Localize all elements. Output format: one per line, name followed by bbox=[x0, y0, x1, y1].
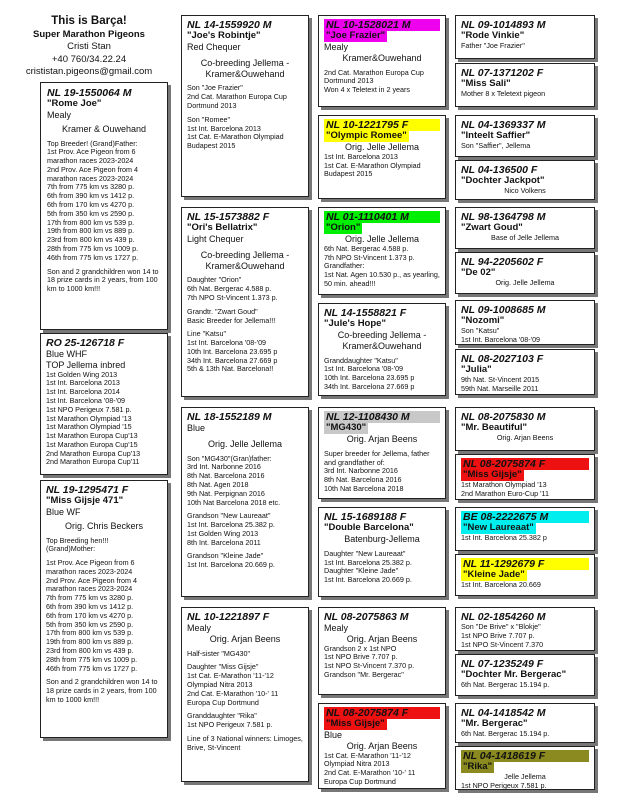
result-line: Daughter "Orion" bbox=[187, 275, 242, 285]
result-line: 1st NPO St-Vincent 7.370 p. bbox=[324, 661, 415, 671]
pigeon-name: "Miss Gijsje 471" bbox=[46, 495, 124, 507]
pigeon-color: Mealy bbox=[187, 623, 212, 634]
result-line: 5th & 13th Nat. Barcelona!! bbox=[187, 364, 274, 374]
result-line: Basic Breeder for Jellema!!! bbox=[187, 315, 276, 325]
result-line: 34th Int. Barcelona 27.669 p bbox=[324, 381, 415, 391]
result-line: 1st Int. Barcelona 2014 bbox=[46, 387, 120, 397]
result-line: Super breeder for Jellema, father and grandfather of: bbox=[324, 448, 430, 467]
pigeon-color: Blue bbox=[324, 729, 343, 740]
ring-number: NL 04-1369337 M bbox=[461, 119, 546, 131]
ring-number: NL 08-2075830 M bbox=[461, 411, 546, 423]
result-line: 7th from 775 km vs 3280 p. bbox=[46, 593, 134, 603]
result-line: 9th Nat. St-Vincent 2015 bbox=[461, 374, 540, 384]
result-line: 1st Marathon Olympiad '13 bbox=[461, 479, 547, 489]
pigeon-breeder: Orig. Jelle Jellema bbox=[344, 233, 420, 244]
result-line: 1st NPO Brive 7.707 p. bbox=[461, 630, 535, 640]
result-line: Grandson "Kleine Jade" bbox=[187, 551, 264, 561]
result-line: 17th from 800 km vs 539 p. bbox=[46, 628, 134, 638]
pigeon-card-d7 bbox=[318, 607, 446, 695]
pigeon-color: Blue bbox=[187, 423, 206, 434]
pigeon-breeder: Kramer&Ouwehand bbox=[342, 52, 422, 63]
result-line: 1st Int. Barcelona '08-'09 bbox=[46, 396, 126, 405]
pigeon-breeder: Orig. Jelle Jellema bbox=[207, 438, 283, 449]
ring-number: NL 04-136500 F bbox=[461, 164, 538, 176]
result-line: 46th from 775 km vs 1727 p. bbox=[47, 252, 139, 262]
ring-number: NL 09-1008685 M bbox=[461, 304, 546, 316]
pigeon-color: Mealy bbox=[324, 41, 349, 52]
pigeon-breeder: Co-breeding Jellema - Kramer&Ouwehand bbox=[200, 57, 290, 79]
pigeon-card-main-mother bbox=[40, 480, 168, 738]
result-line: 1st Cat. E-Marathon Olympiad Budapest 2015 bbox=[187, 132, 284, 151]
result-line: 5th from 350 km vs 2590 p. bbox=[47, 208, 135, 218]
result-line: 1st NPO St-Vincent 7.370 bbox=[461, 639, 544, 649]
result-line: 1st Int. Barcelona 20.669 p. bbox=[324, 575, 412, 585]
result-line: Son and 2 grandchildren won 14 to 18 prize cards in 2 years, from 100 km to 1000 km!!! bbox=[46, 677, 158, 704]
result-line: 1st Prov. Ace Pigeon from 6 marathon races 2023-2024 bbox=[47, 147, 136, 166]
result-line: Won 4 x Teletext in 2 years bbox=[324, 85, 411, 95]
pigeon-breeder: Batenburg-Jellema bbox=[344, 533, 420, 544]
ring-number: NL 18-1552189 M bbox=[187, 411, 272, 423]
result-line: Mother 8 x Teletext pigeon bbox=[461, 88, 546, 98]
result-line: Jelle Jellema bbox=[504, 771, 546, 781]
result-line: 1st Int. Barcelona 2013 bbox=[46, 378, 120, 388]
ring-number: NL 12-1108430 M bbox=[324, 411, 440, 423]
ring-number: NL 07-1235249 F bbox=[461, 658, 544, 670]
ring-number: NL 19-1550064 M bbox=[47, 87, 132, 99]
owner-email[interactable]: crististan.pigeons@gmail.com bbox=[25, 65, 153, 77]
result-line: 23rd from 800 km vs 439 p. bbox=[46, 645, 134, 655]
pigeon-card-e8 bbox=[455, 349, 595, 395]
result-line: 1st Int. Barcelona '08-'09 bbox=[324, 364, 404, 374]
pigeon-card-main-dam bbox=[40, 333, 168, 475]
ring-number: NL 10-1221897 F bbox=[187, 611, 270, 623]
result-line: (Grand)Mother: bbox=[46, 544, 96, 554]
result-line: Son and 2 grandchildren won 14 to 18 prize cards in 2 years, from 100 km to 1000 km!!! bbox=[47, 266, 159, 294]
ring-number: NL 15-1689188 F bbox=[324, 511, 407, 523]
pigeon-name: "Double Barcelona" bbox=[324, 522, 414, 534]
result-line: 8th Nat. Barcelona 2016 bbox=[187, 471, 265, 481]
ring-number: NL 08-2075874 F bbox=[461, 458, 589, 470]
result-line: 6th Nat. Bergerac 15.194 p. bbox=[461, 679, 550, 689]
result-line: 17th from 800 km vs 539 p. bbox=[47, 217, 135, 227]
result-line: 2nd Cat. Marathon Europa Cup Dortmund 2013 bbox=[324, 67, 424, 86]
result-line: 3rd Int. Narbonne 2016 bbox=[187, 462, 261, 472]
pigeon-name: "Ori's Bellatrix" bbox=[187, 222, 258, 234]
pigeon-name: "Dochter Jackpot" bbox=[461, 175, 545, 187]
result-line: Orig. Arjan Beens bbox=[496, 432, 554, 442]
result-line: 2nd Cat. E-Marathon '10-' 11 Europa Cup Dortmund bbox=[187, 688, 279, 707]
ring-number: BE 08-2222675 M bbox=[461, 511, 589, 523]
result-line: 6th from 170 km vs 4270 p. bbox=[47, 200, 135, 210]
result-line: 1st Int. Barcelona '08-'09 bbox=[187, 338, 267, 348]
result-line: 2nd Cat. E-Marathon '10-' 11 Europa Cup Dortmund bbox=[324, 768, 416, 786]
pigeon-card-e2 bbox=[455, 63, 595, 107]
result-line: 6th from 390 km vs 1412 p. bbox=[46, 602, 134, 612]
result-line: 1st Cat. E-Marathon '11-'12 Olympiad Nitra 2013 bbox=[324, 750, 411, 769]
pigeon-name: "Kleine Jade" bbox=[463, 569, 525, 581]
ring-number: NL 07-1371202 F bbox=[461, 67, 544, 79]
result-line: 8th Int. Barcelona 2011 bbox=[187, 537, 261, 547]
result-line: Daughter "New Laureaat" bbox=[324, 548, 406, 558]
result-line: 1st Int. Barcelona 2013 bbox=[187, 123, 261, 133]
pigeon-name: "Miss Sali" bbox=[461, 78, 511, 90]
result-line: 59th Nat. Marseille 2011 bbox=[461, 383, 539, 393]
result-line: 2nd Cat. Marathon Europa Cup Dortmund 2013 bbox=[187, 92, 287, 110]
result-line: 1st Prov. Ace Pigeon from 6 marathon races 2023-2024 bbox=[46, 558, 135, 576]
result-line: 1st Golden Wing 2013 bbox=[187, 528, 259, 538]
ring-number: NL 02-1854260 M bbox=[461, 611, 546, 623]
result-line: Son "De Brive" x "Blokje" bbox=[461, 622, 541, 632]
ring-number: NL 09-1014893 M bbox=[461, 19, 546, 31]
result-line: 1st Int. Barcelona '08-'09 bbox=[461, 334, 541, 344]
result-line: 19th from 800 km vs 889 p. bbox=[46, 637, 134, 647]
pigeon-card-e3 bbox=[455, 115, 595, 157]
page-title: This is Barça! bbox=[51, 15, 127, 27]
result-line: Top Breeder! (Grand)Father: bbox=[47, 138, 138, 148]
ring-number: NL 04-1418542 M bbox=[461, 707, 546, 719]
pigeon-name: "Rode Vinkie" bbox=[461, 30, 525, 42]
pigeon-card-d2 bbox=[318, 115, 446, 199]
pigeon-card-e10 bbox=[455, 454, 595, 500]
result-line: 1st Int. Barcelona 2013 bbox=[324, 151, 398, 161]
result-line: 28th from 775 km vs 1009 p. bbox=[47, 243, 139, 253]
pigeon-name: "Jule's Hope" bbox=[324, 318, 386, 330]
pigeon-color: Red Chequer bbox=[187, 41, 241, 52]
result-line: Nico Volkens bbox=[504, 185, 546, 195]
result-line: 2nd Marathon Europa Cup'11 bbox=[46, 457, 140, 467]
result-line: Grandson "Mr. Bergerac" bbox=[324, 670, 404, 679]
pigeon-card-e9 bbox=[455, 407, 595, 451]
result-line: 7th NPO St-Vincent 1.373 p. bbox=[187, 292, 278, 302]
pigeon-card-e13 bbox=[455, 607, 595, 651]
result-line: Line "Katsu" bbox=[187, 329, 227, 339]
pigeon-color: Blue WF bbox=[46, 506, 81, 517]
pigeon-breeder: Orig. Arjan Beens bbox=[209, 633, 281, 644]
result-line: 5th from 350 km vs 2590 p. bbox=[46, 619, 134, 629]
pigeon-name: "Orion" bbox=[326, 222, 361, 234]
result-line: Son "Saffier", Jellema bbox=[461, 140, 531, 150]
ring-number: NL 19-1295471 F bbox=[46, 484, 129, 496]
pigeon-breeder: Orig. Arjan Beens bbox=[346, 740, 418, 751]
pigeon-card-c1 bbox=[181, 15, 309, 197]
pigeon-card-e1 bbox=[455, 15, 595, 59]
pigeon-card-e4 bbox=[455, 160, 595, 200]
pigeon-card-e11 bbox=[455, 507, 595, 551]
result-line: 2nd Prov. Ace Pigeon from 4 marathon races 2023-2024 bbox=[46, 575, 137, 594]
result-line: 7th from 775 km vs 3280 p. bbox=[47, 182, 135, 192]
result-line: Son "MG430"(Gran)father: bbox=[187, 453, 272, 463]
pigeon-card-c3 bbox=[181, 407, 309, 597]
result-line: 10th Nat Barcelona 2018 etc. bbox=[187, 497, 281, 507]
pigeon-card-d8 bbox=[318, 703, 446, 789]
pigeon-card-d6 bbox=[318, 507, 446, 597]
pigeon-card-c2 bbox=[181, 207, 309, 397]
result-line: Grandson "New Laureaat" bbox=[187, 511, 271, 521]
pigeon-name: "Miss Gijsje" bbox=[463, 469, 522, 481]
result-line: Base of Jelle Jellema bbox=[491, 232, 559, 242]
pigeon-name: "Mr. Bergerac" bbox=[461, 718, 528, 730]
result-line: Grandtr. "Zwart Goud" bbox=[187, 306, 258, 316]
pigeon-name: "Inteelt Saffier" bbox=[461, 130, 531, 142]
result-line: 1st Marathon Olympiad '13 bbox=[46, 413, 132, 423]
result-line: 1st Cat. E-Marathon Olympiad Budapest 2015 bbox=[324, 160, 421, 179]
result-line: 1st Golden Wing 2013 bbox=[46, 369, 118, 379]
result-line: Father "Joe Frazier" bbox=[461, 40, 525, 50]
result-line: 34th Int. Barcelona 27.669 p bbox=[187, 355, 278, 365]
pigeon-name: "Rome Joe" bbox=[47, 98, 102, 110]
owner-phone: +40 760/34.22.24 bbox=[51, 53, 127, 65]
result-line: 1st Int. Barcelona 20.669 bbox=[461, 579, 541, 589]
page-subtitle: Super Marathon Pigeons bbox=[33, 28, 145, 40]
result-line: Grandson 2 x 1st NPO bbox=[324, 643, 397, 653]
result-line: Granddaughter "Rika" bbox=[187, 711, 257, 721]
result-line: 10th Int. Barcelona 23.695 p bbox=[324, 373, 415, 383]
pigeon-name: "Joe Frazier" bbox=[326, 30, 386, 42]
pigeon-breeder: Orig. Arjan Beens bbox=[346, 433, 418, 444]
result-line: 8th Nat. Agen 2018 bbox=[187, 480, 249, 489]
pigeon-card-e12 bbox=[455, 554, 595, 596]
pigeon-name: "Miss Gijsje" bbox=[326, 718, 385, 730]
result-line: 23rd from 800 km vs 439 p. bbox=[47, 235, 135, 245]
ring-number: NL 14-1558821 F bbox=[324, 307, 407, 319]
ring-number: NL 10-1221795 F bbox=[324, 119, 440, 131]
ring-number: NL 04-1418619 F bbox=[461, 750, 589, 762]
pigeon-breeder: Orig. Chris Beckers bbox=[64, 520, 144, 531]
pigeon-card-e5 bbox=[455, 207, 595, 249]
result-line: 1st Marathon Europa Cup'13 bbox=[46, 431, 138, 441]
result-line: 1st NPO Perigeux 7.581 p. bbox=[46, 404, 132, 414]
result-line: Top Breeding hen!!! bbox=[46, 535, 109, 545]
pigeon-color: Mealy bbox=[324, 623, 349, 634]
result-line: Daughter "Kleine Jade" bbox=[324, 566, 399, 576]
pigeon-color: Blue WHF bbox=[46, 349, 88, 360]
result-line: 2nd Marathon Euro-Cup '11 bbox=[461, 488, 549, 498]
pigeon-breeder: Orig. Jelle Jellema bbox=[344, 141, 420, 152]
pigeon-name: "MG430" bbox=[326, 422, 367, 434]
pigeon-name: "Zwart Goud" bbox=[461, 222, 523, 234]
pigeon-color: Light Chequer bbox=[187, 233, 244, 244]
result-line: Daughter "Miss Gijsje" bbox=[187, 662, 259, 672]
pigeon-card-main-father bbox=[40, 82, 168, 330]
result-line: Granddaughter "Katsu" bbox=[324, 355, 398, 365]
pigeon-breeder: Co-breeding Jellema - Kramer&Ouwehand bbox=[337, 329, 427, 351]
pigeon-breeder: Kramer & Ouwehand bbox=[61, 123, 147, 134]
ring-number: NL 14-1559920 M bbox=[187, 19, 272, 31]
result-line: Son "Joe Frazier" bbox=[187, 83, 243, 93]
result-line: 1st Marathon Olympiad '15 bbox=[46, 422, 132, 432]
result-line: 1st Int. Barcelona 25.382 p bbox=[461, 532, 547, 542]
result-line: 8th Nat. Barcelona 2016 bbox=[324, 475, 402, 485]
ring-number: RO 25-126718 F bbox=[46, 337, 125, 349]
result-line: 19th from 800 km vs 889 p. bbox=[47, 226, 135, 236]
pigeon-color: Mealy bbox=[47, 109, 72, 120]
pigeon-card-c4 bbox=[181, 607, 309, 782]
result-line: 1st Cat. E-Marathon '11-'12 Olympiad Nitra 2013 bbox=[187, 671, 274, 689]
pigeon-name: "De 02" bbox=[461, 267, 496, 279]
result-line: Line of 3 National winners: Limoges, Brive, St-Vincent bbox=[187, 733, 303, 752]
result-line: 6th Nat. Bergerac 4.588 p. bbox=[324, 243, 409, 253]
result-line: 1st NPO Perigeux 7.581 p. bbox=[187, 720, 273, 730]
page-header bbox=[4, 14, 174, 78]
pigeon-card-d4 bbox=[318, 303, 446, 396]
pigeon-card-e16 bbox=[455, 746, 595, 790]
result-line: 6th Nat. Bergerac 4.588 p. bbox=[187, 284, 272, 294]
result-line: 46th from 775 km vs 1727 p. bbox=[46, 663, 138, 673]
result-line: 10th Nat Barcelona 2018 bbox=[324, 483, 404, 493]
result-line: 1st Marathon Europa Cup'15 bbox=[46, 439, 138, 449]
pigeon-breeder: Orig. Arjan Beens bbox=[346, 633, 418, 644]
pigeon-breeder: Co-breeding Jellema - Kramer&Ouwehand bbox=[200, 249, 290, 271]
ring-number: NL 10-1528021 M bbox=[324, 19, 440, 31]
pigeon-name: "Rika" bbox=[463, 761, 493, 773]
result-line: 1st NPO Brive 7.707 p. bbox=[324, 652, 398, 662]
result-line: 6th from 170 km vs 4270 p. bbox=[46, 610, 134, 620]
result-line: Son "Romee" bbox=[187, 114, 231, 124]
ring-number: NL 15-1573882 F bbox=[187, 211, 270, 223]
pigeon-name: "New Laureaat" bbox=[463, 522, 534, 534]
pigeon-card-e7 bbox=[455, 300, 595, 345]
result-line: 2nd Marathon Europa Cup'13 bbox=[46, 448, 141, 458]
ring-number: NL 98-1364798 M bbox=[461, 211, 546, 223]
pigeon-breeder: TOP Jellema inbred bbox=[46, 359, 126, 370]
result-line: Son "Katsu" bbox=[461, 325, 500, 335]
pigeon-card-d3 bbox=[318, 207, 446, 295]
result-line: 1st NPO Perigeux 7.581 p. bbox=[461, 780, 547, 790]
result-line: 9th Nat. Perpignan 2016 bbox=[187, 488, 265, 498]
pigeon-name: "Mr. Beautiful" bbox=[461, 422, 528, 434]
result-line: Half-sister "MG430" bbox=[187, 648, 251, 658]
result-line: Grandfather: bbox=[324, 261, 365, 271]
owner-name: Cristi Stan bbox=[67, 41, 111, 53]
pigeon-card-e14 bbox=[455, 654, 595, 696]
pigeon-card-d5 bbox=[318, 407, 446, 499]
ring-number: NL 11-1292679 F bbox=[461, 558, 589, 570]
pigeon-name: "Julia" bbox=[461, 364, 492, 376]
result-line: 10th Int. Barcelona 23.695 p bbox=[187, 346, 278, 356]
result-line: 2nd Prov. Ace Pigeon from 4 marathon races 2023-2024 bbox=[47, 164, 138, 183]
result-line: 1st Int. Barcelona 25.382 p. bbox=[187, 520, 275, 530]
ring-number: NL 08-2027103 F bbox=[461, 353, 544, 365]
result-line: 1st Int. Barcelona 20.669 p. bbox=[187, 560, 275, 570]
ring-number: NL 08-2075874 F bbox=[324, 707, 440, 719]
result-line: 6th from 390 km vs 1412 p. bbox=[47, 191, 135, 201]
result-line: 1st Nat. Agen 10.530 p., as yearling, 50 min. ahead!!! bbox=[324, 270, 440, 288]
pigeon-name: "Joe's Robintje" bbox=[187, 30, 261, 42]
pigeon-card-d1 bbox=[318, 15, 446, 107]
result-line: 28th from 775 km vs 1009 p. bbox=[46, 654, 138, 664]
result-line: 1st Int. Barcelona 25.382 p. bbox=[324, 557, 412, 567]
pigeon-name: "Olympic Romee" bbox=[326, 130, 407, 142]
ring-number: NL 01-1110401 M bbox=[324, 211, 440, 223]
result-line: Orig. Jelle Jellema bbox=[495, 277, 555, 287]
result-line: 6th Nat. Bergerac 15.194 p. bbox=[461, 728, 550, 738]
ring-number: NL 94-2205602 F bbox=[461, 256, 544, 268]
pigeon-name: "Dochter Mr. Bergerac" bbox=[461, 669, 567, 681]
ring-number: NL 08-2075863 M bbox=[324, 611, 409, 623]
result-line: 3rd Int. Narbonne 2016 bbox=[324, 466, 398, 476]
pigeon-card-e6 bbox=[455, 252, 595, 294]
pigeon-name: "Nozomi" bbox=[461, 315, 505, 327]
pigeon-card-e15 bbox=[455, 703, 595, 743]
result-line: 7th NPO St-Vincent 1.373 p. bbox=[324, 252, 415, 262]
